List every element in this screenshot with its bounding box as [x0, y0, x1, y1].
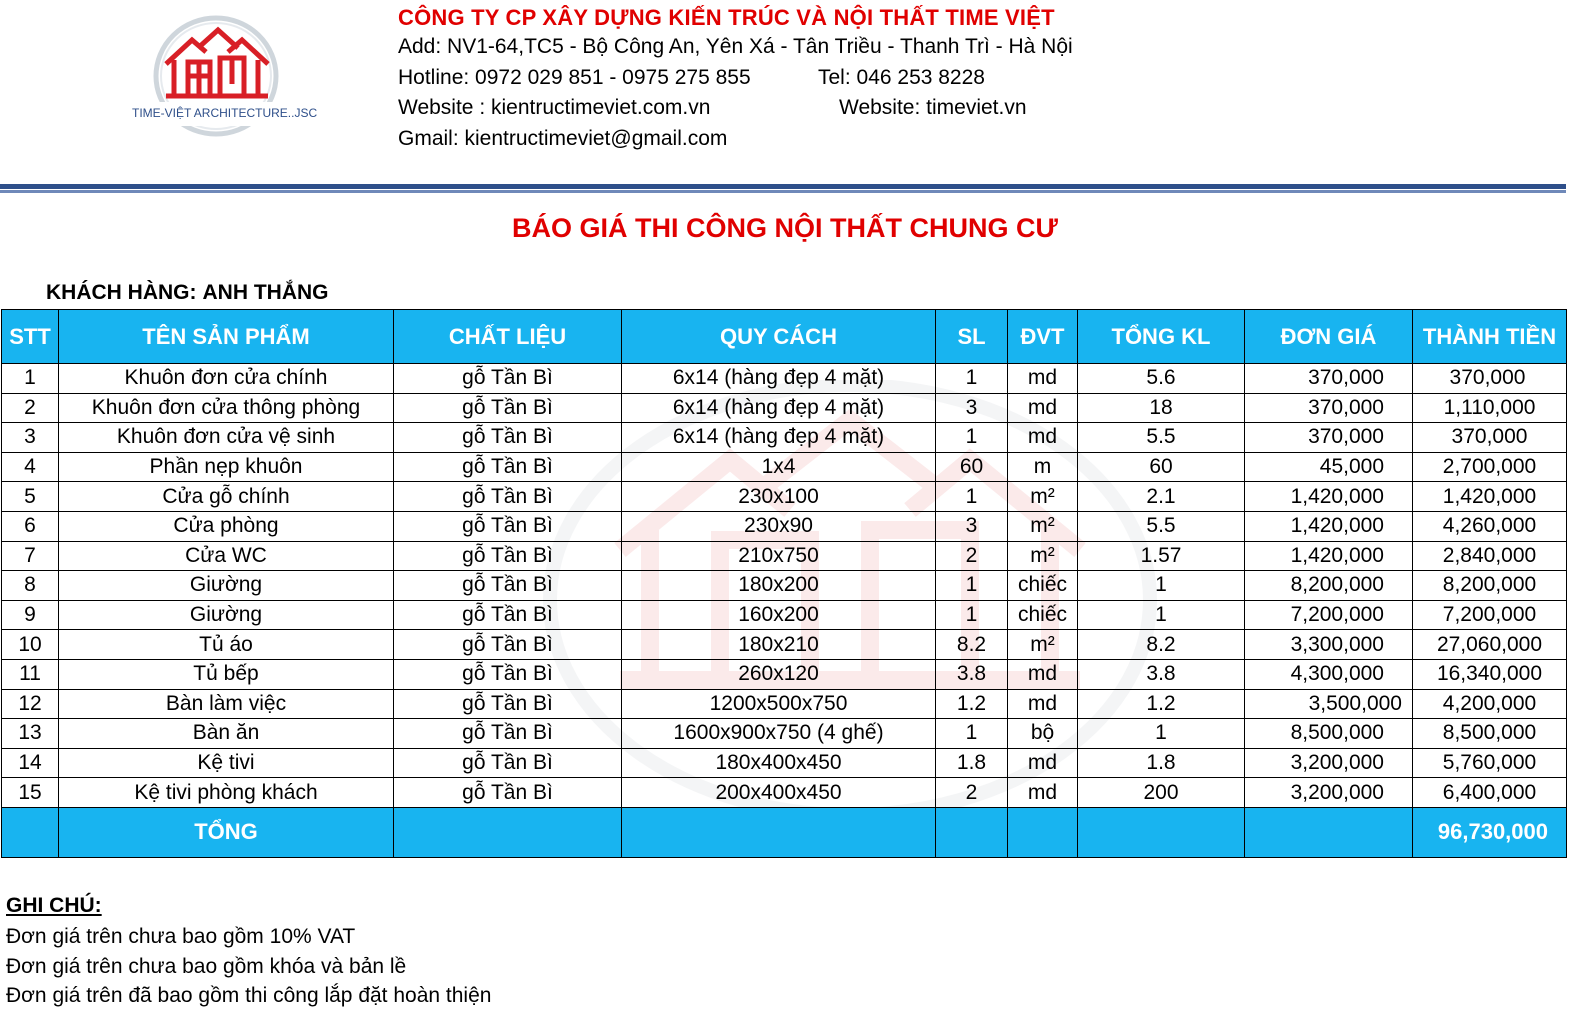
cell-total-volume: 2.1 — [1078, 482, 1245, 512]
cell-product: Cửa gỗ chính — [59, 482, 394, 512]
cell-stt: 4 — [2, 452, 59, 482]
cell-stt: 3 — [2, 423, 59, 453]
cell-stt: 12 — [2, 689, 59, 719]
cell-product: Giường — [59, 600, 394, 630]
cell-qty: 1 — [936, 482, 1008, 512]
cell-unit-price: 1,420,000 — [1245, 511, 1413, 541]
table-row — [2, 482, 1567, 512]
cell-unit: bộ — [1008, 719, 1078, 749]
cell-total-volume: 5.5 — [1078, 423, 1245, 453]
table-row — [2, 423, 1567, 453]
cell-material: gỗ Tần Bì — [394, 630, 622, 660]
contact-web-line — [398, 93, 1298, 124]
table-row — [2, 748, 1567, 778]
cell-product: Tủ bếp — [59, 659, 394, 689]
cell-unit-price: 4,300,000 — [1245, 659, 1413, 689]
cell-material: gỗ Tần Bì — [394, 511, 622, 541]
cell-unit: md — [1008, 689, 1078, 719]
cell-qty: 3 — [936, 393, 1008, 423]
cell-spec: 6x14 (hàng đẹp 4 mặt) — [622, 423, 936, 453]
col-header-spec: QUY CÁCH — [622, 310, 936, 364]
cell-qty: 3 — [936, 511, 1008, 541]
cell-stt: 5 — [2, 482, 59, 512]
cell-unit: m² — [1008, 541, 1078, 571]
cell-material: gỗ Tần Bì — [394, 423, 622, 453]
cell-unit-price: 3,300,000 — [1245, 630, 1413, 660]
cell-total-volume: 1 — [1078, 571, 1245, 601]
cell-spec: 160x200 — [622, 600, 936, 630]
cell-unit: chiếc — [1008, 600, 1078, 630]
cell-spec: 210x750 — [622, 541, 936, 571]
cell-material: gỗ Tần Bì — [394, 364, 622, 394]
cell-unit-price: 370,000 — [1245, 423, 1413, 453]
total-value: 96,730,000 — [1413, 807, 1567, 857]
cell-material: gỗ Tần Bì — [394, 748, 622, 778]
cell-unit-price: 370,000 — [1245, 364, 1413, 394]
cell-unit-price: 1,420,000 — [1245, 541, 1413, 571]
table-row — [2, 571, 1567, 601]
total-empty-cell — [1008, 807, 1078, 857]
header-divider-secondary — [0, 190, 1566, 193]
cell-spec: 1x4 — [622, 452, 936, 482]
col-header-material: CHẤT LIỆU — [394, 310, 622, 364]
cell-material: gỗ Tần Bì — [394, 659, 622, 689]
house-logo-icon — [128, 14, 318, 139]
total-label: TỔNG — [59, 807, 394, 857]
note-item: Đơn giá trên đã bao gồm thi công lắp đặt hoàn thiện — [6, 984, 492, 1007]
cell-unit-price: 3,200,000 — [1245, 778, 1413, 808]
table-row — [2, 719, 1567, 749]
notes-section — [6, 890, 491, 1011]
cell-product: Khuôn đơn cửa vệ sinh — [59, 423, 394, 453]
table-row — [2, 393, 1567, 423]
cell-product: Phần nẹp khuôn — [59, 452, 394, 482]
cell-stt: 15 — [2, 778, 59, 808]
cell-total-volume: 1.2 — [1078, 689, 1245, 719]
cell-spec: 6x14 (hàng đẹp 4 mặt) — [622, 364, 936, 394]
cell-spec: 1600x900x750 (4 ghế) — [622, 719, 936, 749]
total-empty-cell — [1245, 807, 1413, 857]
table-row — [2, 630, 1567, 660]
cell-spec: 260x120 — [622, 659, 936, 689]
company-name: CÔNG TY CP XÂY DỰNG KIẾN TRÚC VÀ NỘI THẤT TIME VIỆT — [398, 5, 1055, 30]
cell-amount: 370,000 — [1413, 423, 1567, 453]
cell-amount: 1,420,000 — [1413, 482, 1567, 512]
cell-unit: md — [1008, 659, 1078, 689]
cell-spec: 230x100 — [622, 482, 936, 512]
cell-qty: 1 — [936, 571, 1008, 601]
cell-unit-price: 8,200,000 — [1245, 571, 1413, 601]
table-row — [2, 364, 1567, 394]
cell-unit-price: 370,000 — [1245, 393, 1413, 423]
cell-qty: 1.2 — [936, 689, 1008, 719]
cell-total-volume: 60 — [1078, 452, 1245, 482]
cell-product: Khuôn đơn cửa chính — [59, 364, 394, 394]
cell-spec: 6x14 (hàng đẹp 4 mặt) — [622, 393, 936, 423]
note-item: Đơn giá trên chưa bao gồm 10% VAT — [6, 925, 356, 948]
cell-qty: 1 — [936, 423, 1008, 453]
cell-amount: 4,200,000 — [1413, 689, 1567, 719]
cell-unit: md — [1008, 423, 1078, 453]
col-header-total-volume: TỔNG KL — [1078, 310, 1245, 364]
website-link-1[interactable]: Website : kientructimeviet.com.vn — [398, 96, 711, 119]
col-header-stt: STT — [2, 310, 59, 364]
cell-stt: 8 — [2, 571, 59, 601]
cell-unit: md — [1008, 748, 1078, 778]
cell-unit-price: 45,000 — [1245, 452, 1413, 482]
note-item: Đơn giá trên chưa bao gồm khóa và bản lề — [6, 954, 407, 978]
cell-amount: 16,340,000 — [1413, 659, 1567, 689]
cell-unit: m² — [1008, 630, 1078, 660]
table-row — [2, 600, 1567, 630]
cell-stt: 10 — [2, 630, 59, 660]
cell-stt: 6 — [2, 511, 59, 541]
cell-total-volume: 1.57 — [1078, 541, 1245, 571]
cell-amount: 4,260,000 — [1413, 511, 1567, 541]
cell-stt: 1 — [2, 364, 59, 394]
cell-total-volume: 5.5 — [1078, 511, 1245, 541]
document-title: BÁO GIÁ THI CÔNG NỘI THẤT CHUNG CƯ — [512, 213, 1058, 243]
cell-unit: md — [1008, 364, 1078, 394]
cell-amount: 8,500,000 — [1413, 719, 1567, 749]
contact-phone-line — [398, 63, 1298, 94]
total-empty-cell — [622, 807, 936, 857]
notes-heading: GHI CHÚ: — [6, 894, 102, 917]
logo-text: TIME-VIỆT ARCHITECTURE..JSC — [132, 106, 318, 120]
cell-material: gỗ Tần Bì — [394, 600, 622, 630]
table-row — [2, 659, 1567, 689]
tel-text: Tel: 046 253 8228 — [818, 65, 985, 89]
cell-spec: 230x90 — [622, 511, 936, 541]
cell-amount: 5,760,000 — [1413, 748, 1567, 778]
cell-unit-price: 7,200,000 — [1245, 600, 1413, 630]
table-row — [2, 778, 1567, 808]
cell-material: gỗ Tần Bì — [394, 571, 622, 601]
cell-material: gỗ Tần Bì — [394, 393, 622, 423]
cell-spec: 200x400x450 — [622, 778, 936, 808]
cell-material: gỗ Tần Bì — [394, 689, 622, 719]
cell-spec: 180x400x450 — [622, 748, 936, 778]
cell-product: Kệ tivi — [59, 748, 394, 778]
cell-unit-price: 8,500,000 — [1245, 719, 1413, 749]
total-empty-cell — [394, 807, 622, 857]
cell-amount: 6,400,000 — [1413, 778, 1567, 808]
cell-stt: 7 — [2, 541, 59, 571]
cell-qty: 2 — [936, 778, 1008, 808]
customer-name: ANH THẮNG — [202, 281, 329, 304]
table-row — [2, 452, 1567, 482]
col-header-unit-price: ĐƠN GIÁ — [1245, 310, 1413, 364]
cell-stt: 2 — [2, 393, 59, 423]
cell-material: gỗ Tần Bì — [394, 541, 622, 571]
cell-qty: 1 — [936, 600, 1008, 630]
company-logo — [128, 14, 318, 139]
gmail-text[interactable]: Gmail: kientructimeviet@gmail.com — [398, 126, 728, 150]
cell-spec: 180x210 — [622, 630, 936, 660]
cell-qty: 1.8 — [936, 748, 1008, 778]
cell-unit: md — [1008, 778, 1078, 808]
cell-stt: 14 — [2, 748, 59, 778]
cell-amount: 2,840,000 — [1413, 541, 1567, 571]
cell-total-volume: 1 — [1078, 600, 1245, 630]
cell-product: Tủ áo — [59, 630, 394, 660]
cell-product: Bàn làm việc — [59, 689, 394, 719]
cell-qty: 2 — [936, 541, 1008, 571]
col-header-qty: SL — [936, 310, 1008, 364]
cell-amount: 27,060,000 — [1413, 630, 1567, 660]
cell-unit: md — [1008, 393, 1078, 423]
cell-spec: 1200x500x750 — [622, 689, 936, 719]
table-row — [2, 511, 1567, 541]
cell-material: gỗ Tần Bì — [394, 482, 622, 512]
cell-qty: 60 — [936, 452, 1008, 482]
cell-material: gỗ Tần Bì — [394, 452, 622, 482]
cell-unit-price: 1,420,000 — [1245, 482, 1413, 512]
table-header-row — [2, 310, 1567, 364]
company-header — [398, 4, 1298, 154]
total-empty-cell — [1078, 807, 1245, 857]
cell-unit: m² — [1008, 511, 1078, 541]
cell-amount: 7,200,000 — [1413, 600, 1567, 630]
total-empty-cell — [2, 807, 59, 857]
customer-label: KHÁCH HÀNG: — [46, 281, 197, 304]
cell-total-volume: 5.6 — [1078, 364, 1245, 394]
cell-stt: 11 — [2, 659, 59, 689]
cell-product: Cửa WC — [59, 541, 394, 571]
cell-amount: 370,000 — [1413, 364, 1567, 394]
table-row — [2, 541, 1567, 571]
cell-unit: m² — [1008, 482, 1078, 512]
total-row — [2, 807, 1567, 857]
cell-total-volume: 1 — [1078, 719, 1245, 749]
cell-amount: 8,200,000 — [1413, 571, 1567, 601]
customer-line — [46, 281, 335, 305]
cell-qty: 8.2 — [936, 630, 1008, 660]
cell-amount: 1,110,000 — [1413, 393, 1567, 423]
cell-product: Giường — [59, 571, 394, 601]
cell-material: gỗ Tần Bì — [394, 778, 622, 808]
cell-total-volume: 1.8 — [1078, 748, 1245, 778]
cell-spec: 180x200 — [622, 571, 936, 601]
cell-total-volume: 8.2 — [1078, 630, 1245, 660]
website-link-2[interactable]: Website: timeviet.vn — [839, 96, 1027, 119]
cell-material: gỗ Tần Bì — [394, 719, 622, 749]
col-header-unit: ĐVT — [1008, 310, 1078, 364]
cell-amount: 2,700,000 — [1413, 452, 1567, 482]
cell-product: Cửa phòng — [59, 511, 394, 541]
cell-unit: m — [1008, 452, 1078, 482]
total-empty-cell — [936, 807, 1008, 857]
cell-stt: 9 — [2, 600, 59, 630]
company-address: Add: NV1-64,TC5 - Bộ Công An, Yên Xá - Tân Triều - Thanh Trì - Hà Nội — [398, 35, 1073, 58]
cell-stt: 13 — [2, 719, 59, 749]
quote-table — [1, 309, 1567, 858]
cell-product: Bàn ăn — [59, 719, 394, 749]
cell-total-volume: 200 — [1078, 778, 1245, 808]
cell-total-volume: 18 — [1078, 393, 1245, 423]
cell-qty: 1 — [936, 364, 1008, 394]
hotline-text: Hotline: 0972 029 851 - 0975 275 855 — [398, 65, 751, 89]
col-header-product: TÊN SẢN PHẨM — [59, 310, 394, 364]
cell-product: Kệ tivi phòng khách — [59, 778, 394, 808]
cell-unit-price: 3,200,000 — [1245, 748, 1413, 778]
col-header-amount: THÀNH TIỀN — [1413, 310, 1567, 364]
cell-total-volume: 3.8 — [1078, 659, 1245, 689]
cell-qty: 1 — [936, 719, 1008, 749]
cell-unit: chiếc — [1008, 571, 1078, 601]
cell-unit-price: 3,500,000 — [1245, 689, 1413, 719]
cell-qty: 3.8 — [936, 659, 1008, 689]
cell-product: Khuôn đơn cửa thông phòng — [59, 393, 394, 423]
header-divider — [0, 184, 1566, 189]
table-row — [2, 689, 1567, 719]
